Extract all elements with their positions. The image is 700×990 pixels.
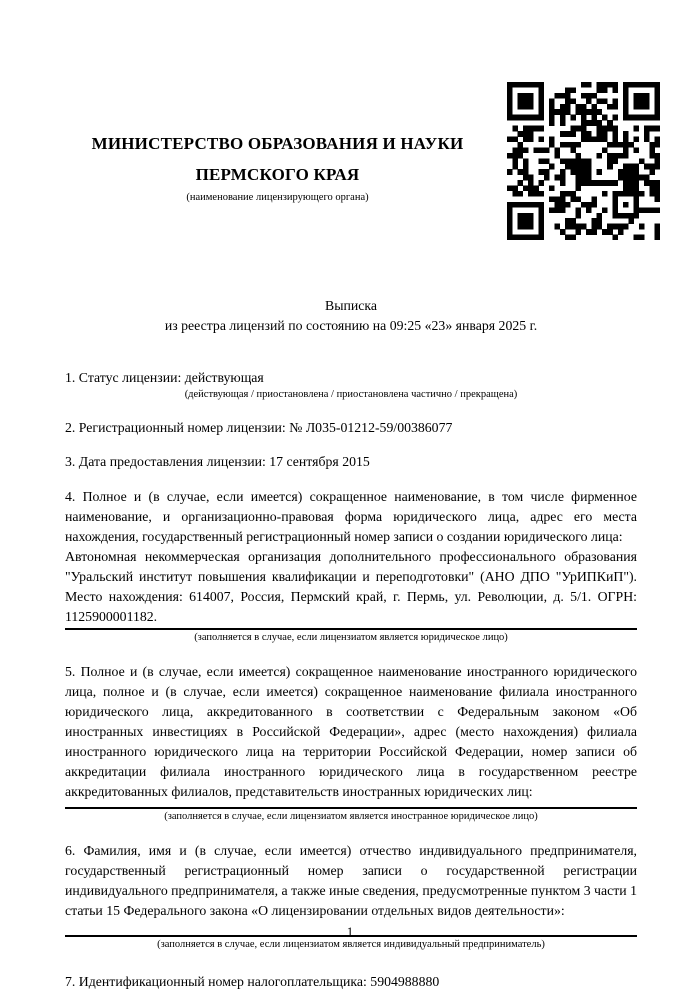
item-4-value: Автономная некоммерческая организация дополнительного профессионального образования "Уральский институт повышения квалификации и переподготовки" (АНО ДПО "УрИПКиП"). Место нахождения: 614007, Россия, Пермский край, г. Пермь, ул. Революции, д. 5/1. ОГРН: 1125900001182. (65, 549, 637, 624)
item-4-label: 4. Полное и (в случае, если имеется) сокращенное наименование, в том числе фирменное наименование, и организационно-правовая форма юридического лица, адрес его места нахождения, государственный регистрационный номер записи о создании юридического лица: (65, 489, 637, 544)
item-6-caption: (заполняется в случае, если лицензиатом является индивидуальный предприниматель) (157, 939, 545, 950)
licensing-authority-name (65, 128, 490, 190)
ministry-name-line1: МИНИСТЕРСТВО ОБРАЗОВАНИЯ И НАУКИ (91, 134, 464, 153)
item-5-caption: (заполняется в случае, если лицензиатом является иностранное юридическое лицо) (164, 811, 538, 822)
item-5-foreign-entity-block (65, 662, 637, 824)
item-5-label: 5. Полное и (в случае, если имеется) сокращенное наименование иностранного юридического лица, полное и (в случае, если имеется) сокращенное наименование филиала иностранного юридического лица, аккредитованного в соответствии с Федеральным законом «Об иностранных инвестициях в Российской Федерации», адрес (место нахождения) филиала иностранного юридического лица на территории Российской Федерации, номер записи об аккредитации филиала иностранного юридического лица в государственном реестре аккредитованных филиалов, представительств иностранных юридических лиц: (65, 664, 637, 799)
document-title-line2: из реестра лицензий по состоянию на 09:25 «23» января 2025 г. (164, 318, 538, 333)
item-5-field-line (65, 807, 637, 809)
item-4-legal-entity-block (65, 487, 637, 645)
item-2-registration-number: 2. Регистрационный номер лицензии: № Л035-01212-59/00386077 (65, 420, 453, 435)
ministry-name-line2: ПЕРМСКОГО КРАЯ (195, 165, 360, 184)
item-1-caption: (действующая / приостановлена / приостановлена частично / прекращена) (184, 389, 518, 400)
item-3-license-grant-date: 3. Дата предоставления лицензии: 17 сентября 2015 (65, 454, 370, 469)
page-number: 1 (346, 924, 354, 939)
document-header (65, 128, 490, 203)
licensing-authority-caption: (наименование лицензирующего органа) (186, 192, 369, 203)
item-7-taxpayer-id: 7. Идентификационный номер налогоплательщика: 5904988880 (65, 974, 440, 989)
document-title (65, 296, 637, 336)
item-6-label: 6. Фамилия, имя и (в случае, если имеется) отчество индивидуального предпринимателя, государственный регистрационный номер записи о государственной регистрации индивидуального предпринимателя, а также иные сведения, предусмотренные пунктом 3 части 1 статьи 15 Федерального закона «О лицензировании отдельных видов деятельности»: (65, 843, 638, 918)
document-title-line1: Выписка (325, 298, 377, 313)
qr-code-icon (507, 82, 660, 240)
item-1-license-status: 1. Статус лицензии: действующая (65, 370, 264, 385)
item-4-caption: (заполняется в случае, если лицензиатом является юридическое лицо) (194, 632, 508, 643)
item-4-field-line (65, 628, 637, 630)
document-body (65, 296, 637, 990)
